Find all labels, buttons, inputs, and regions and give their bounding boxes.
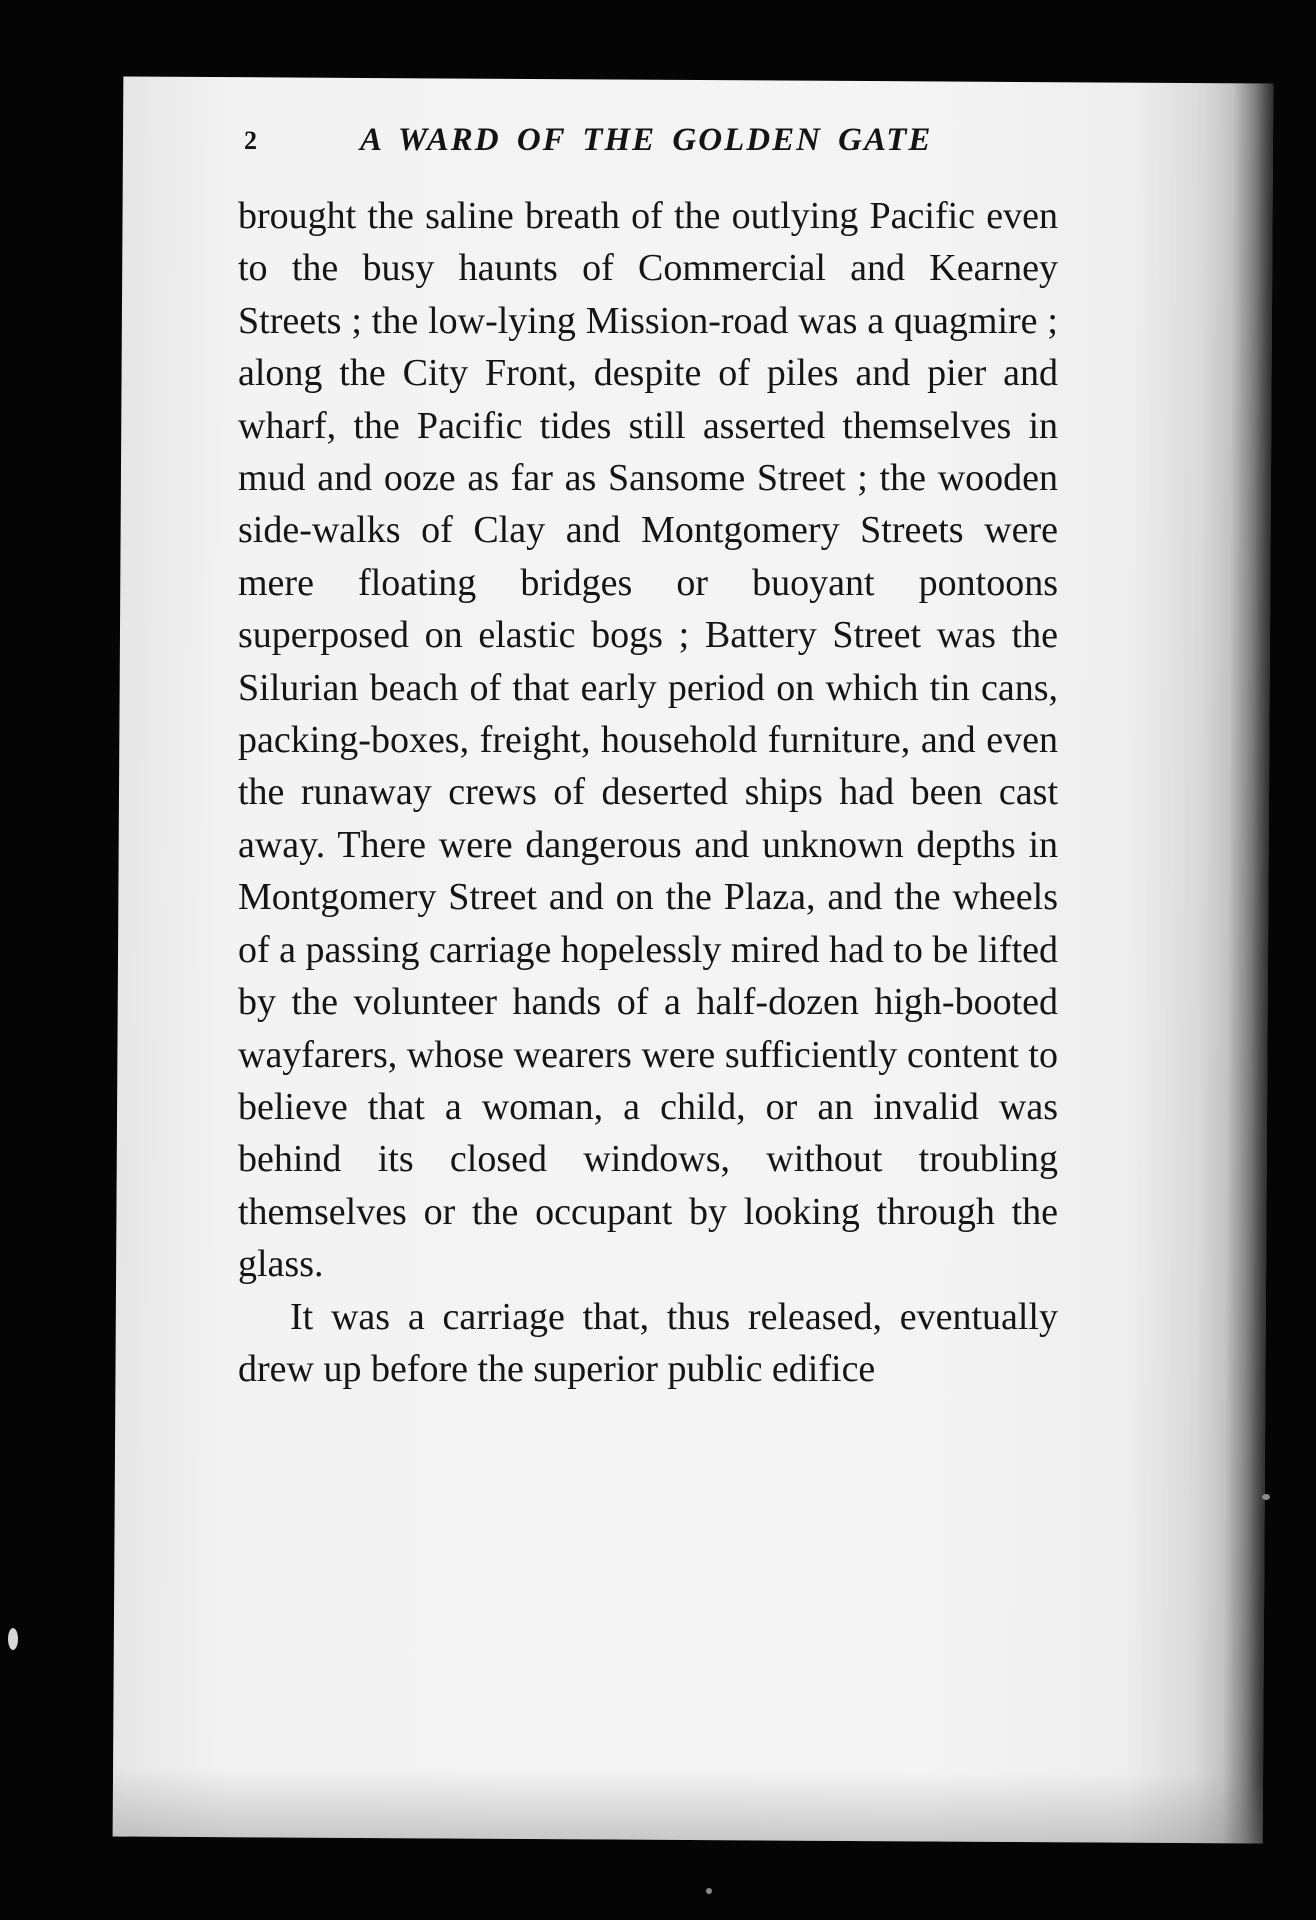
- paragraph-2: It was a carriage that, thus released, eventually drew up before the superior public edifice: [238, 1295, 1058, 1390]
- paragraph-1: brought the saline breath of the outlying Pacific even to the busy haunts of Commercial and Kearney Streets ; the low-lying Mission-road was a quagmire ; along the City Front, despite of piles and pier and wharf, the Pacific tides still asserted themselves in mud and ooze as far as Sansome Street ; the wooden side-walks of Clay and Montgomery Streets were mere floating bridges or buoyant pontoons superposed on elastic bogs ; Battery Street was the Silurian beach of that early period on which tin cans, packing-boxes, freight, household furniture, and even the runaway crews of deserted ships had been cast away. There were dangerous and unknown depths in Montgomery Street and on the Plaza, and the wheels of a passing carriage hopelessly mired had to be lifted by the volunteer hands of a half-dozen high-booted wayfarers, whose wearers were sufficiently content to believe that a woman, a child, or an invalid was behind its closed windows, without troubling themselves or the occupant by looking through the glass.: [238, 195, 1058, 1286]
- page-edge-shadow-bottom: [113, 1766, 1263, 1843]
- page-number: 2: [244, 126, 257, 155]
- running-title: A WARD OF THE GOLDEN GATE: [360, 122, 933, 158]
- scan-speck: [706, 1888, 712, 1894]
- page-edge-shadow-right: [1223, 83, 1274, 1843]
- scan-speck: [8, 1628, 18, 1650]
- scan-speck: [1262, 1494, 1270, 1500]
- body-text: [238, 190, 1058, 1395]
